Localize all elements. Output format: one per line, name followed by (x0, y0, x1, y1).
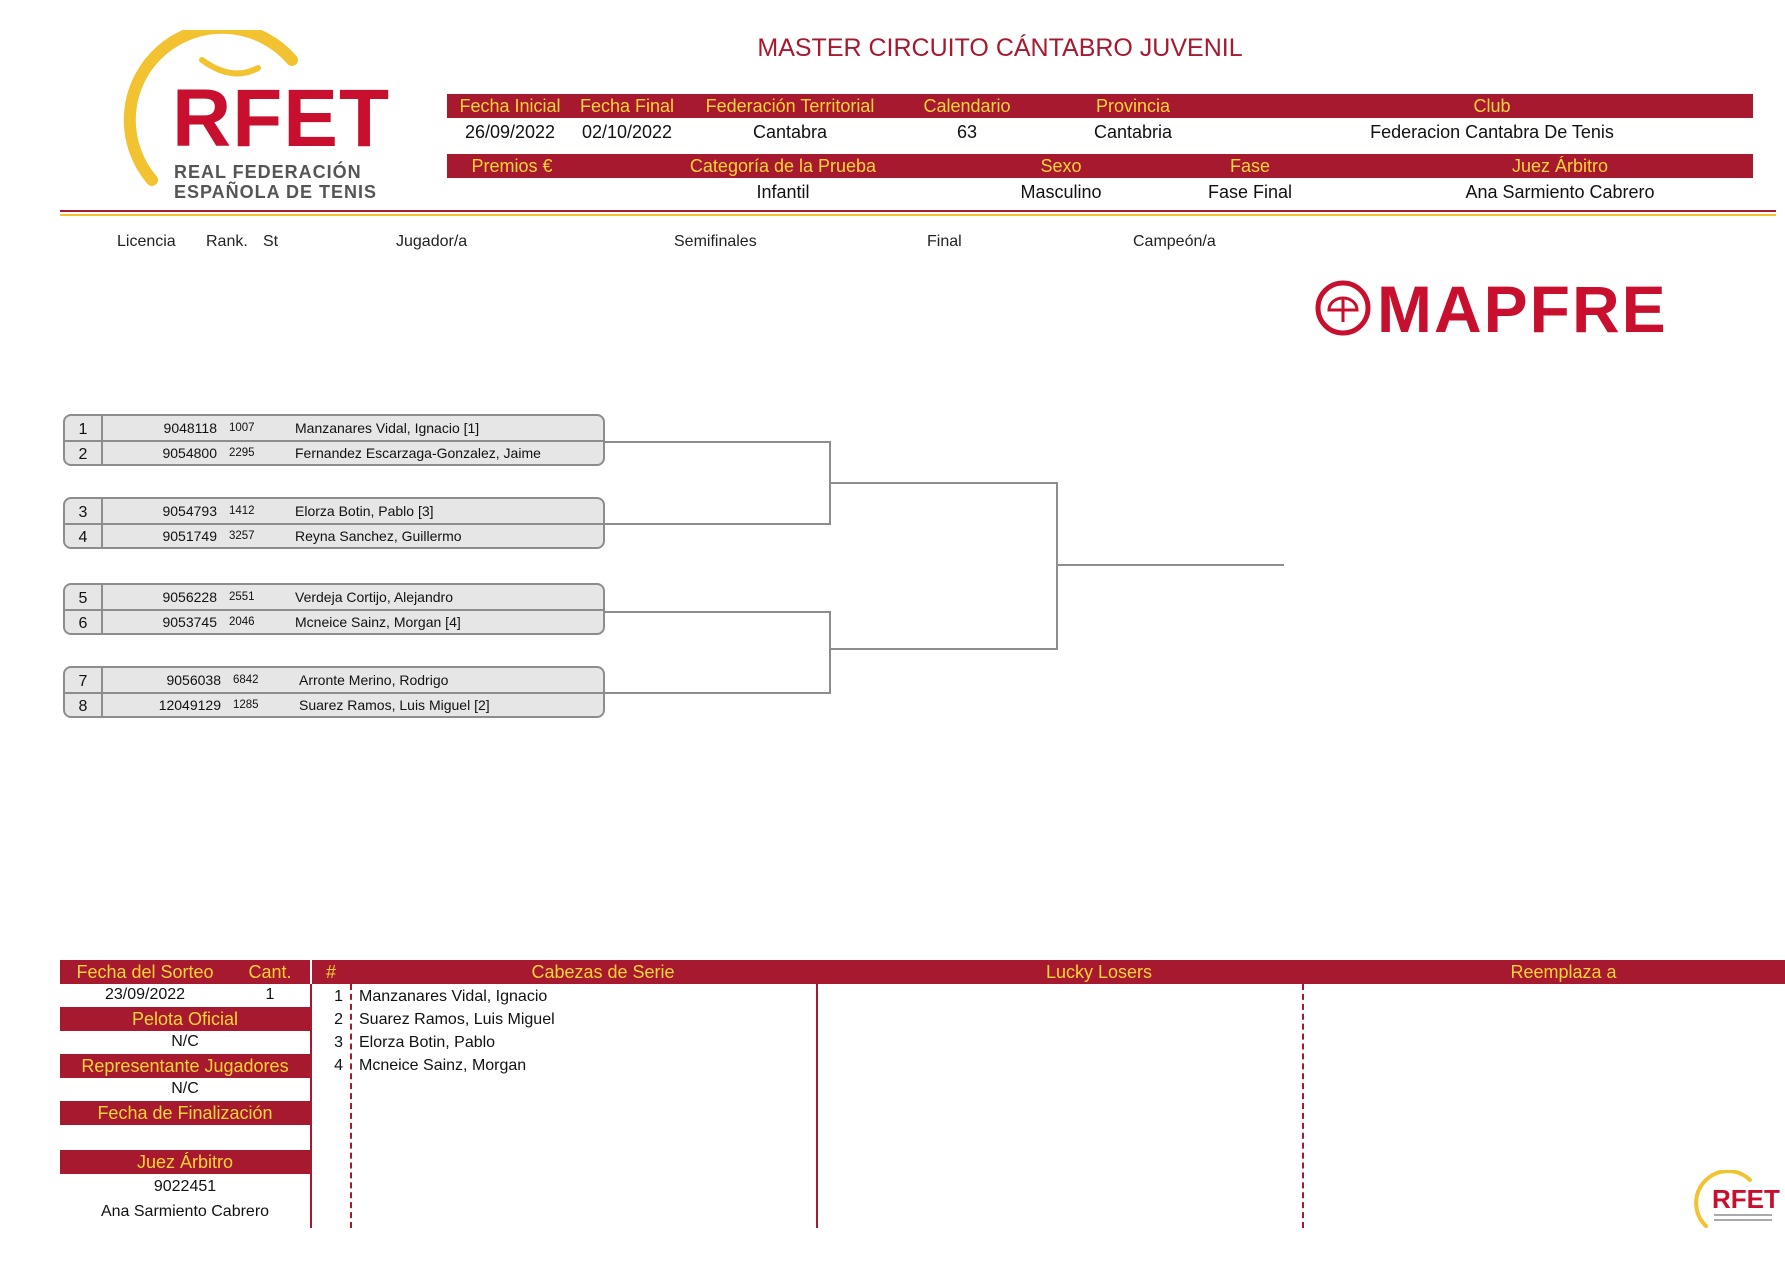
draw-position: 1 (78, 421, 88, 438)
draw-slot[interactable] (65, 416, 603, 440)
value-fecha-final: 02/10/2022 (581, 121, 673, 142)
value-juez-name: Ana Sarmiento Cabrero (100, 1203, 270, 1220)
bracket-line (605, 441, 831, 443)
draw-position: 2 (78, 446, 88, 463)
bracket-line (605, 611, 831, 613)
logo-wordmark: RFET (172, 73, 391, 164)
label-premios: Premios € (471, 155, 553, 176)
lucky-reemplaza-divider (1302, 984, 1304, 1228)
label-provincia: Provincia (1095, 95, 1171, 116)
final-slot-line[interactable] (1058, 564, 1284, 566)
player-license: 9054793 (162, 503, 217, 519)
draw-slot[interactable] (65, 524, 603, 548)
value-cant: 1 (265, 986, 275, 1003)
bracket-line (1056, 482, 1058, 650)
seed-name: Manzanares Vidal, Ignacio (359, 988, 548, 1005)
draw-position: 7 (78, 673, 88, 690)
seed-number: 2 (334, 1011, 343, 1028)
label-representante: Representante Jugadores (60, 1054, 310, 1078)
player-rank: 6842 (233, 674, 259, 686)
draw-slot[interactable] (65, 585, 603, 609)
bottom-left-divider (310, 984, 312, 1228)
draw-pair-1 (63, 414, 605, 466)
player-rank: 1285 (233, 699, 259, 711)
player-name: Fernandez Escarzaga-Gonzalez, Jaime (295, 445, 541, 461)
player-name: Reyna Sanchez, Guillermo (295, 528, 462, 544)
bottom-right-header (312, 960, 1785, 984)
seed-list-item (323, 1057, 526, 1075)
draw-position: 6 (78, 615, 88, 632)
logo-subtitle-1: REAL FEDERACIÓN (174, 162, 362, 182)
player-license: 9048118 (163, 420, 217, 436)
logo-subtitle-small-2 (1714, 1219, 1772, 1221)
value-calendario: 63 (956, 121, 978, 142)
player-rank: 2046 (229, 616, 255, 628)
draw-slot[interactable] (65, 610, 603, 634)
mapfre-wordmark: MAPFRE (1377, 272, 1668, 346)
value-federacion: Cantabra (752, 121, 828, 142)
player-rank: 1007 (229, 422, 255, 434)
label-fecha-inicial: Fecha Inicial (459, 95, 561, 116)
logo-wordmark-small: RFET (1712, 1184, 1780, 1214)
draw-slot[interactable] (65, 499, 603, 523)
draw-position: 8 (78, 698, 88, 715)
label-hash: # (325, 961, 336, 982)
label-fase: Fase (1229, 155, 1271, 176)
seed-list-item (323, 988, 547, 1006)
label-fecha-finalizacion: Fecha de Finalización (60, 1101, 310, 1125)
col-final: Final (927, 233, 962, 250)
player-name: Verdeja Cortijo, Alejandro (295, 589, 453, 605)
rfet-logo (92, 30, 392, 210)
label-fecha-final: Fecha Final (579, 95, 675, 116)
seed-name: Elorza Botin, Pablo (359, 1034, 496, 1051)
bracket-line (605, 692, 831, 694)
player-rank: 2551 (229, 591, 255, 603)
draw-position: 3 (78, 504, 88, 521)
draw-pair-2 (63, 497, 605, 549)
semifinal-slot-line[interactable] (831, 482, 1058, 484)
player-rank: 3257 (229, 530, 255, 542)
header-row-1-labels (447, 94, 1753, 118)
label-federacion-territorial: Federación Territorial (705, 95, 875, 116)
value-pelota-oficial: N/C (171, 1033, 199, 1050)
player-name: Manzanares Vidal, Ignacio [1] (295, 420, 480, 436)
cabezas-lucky-divider (816, 984, 818, 1228)
mapfre-emblem-icon (1315, 280, 1371, 336)
value-fecha-inicial: 26/09/2022 (464, 121, 556, 142)
value-fase: Fase Final (1207, 181, 1293, 202)
value-categoria: Infantil (756, 181, 810, 202)
value-juez-id: 9022451 (153, 1178, 217, 1195)
value-provincia: Cantabria (1093, 121, 1173, 142)
label-fecha-sorteo: Fecha del Sorteo (76, 961, 214, 982)
label-cant: Cant. (248, 961, 292, 982)
label-categoria: Categoría de la Prueba (689, 155, 877, 176)
semifinal-slot-line[interactable] (831, 648, 1058, 650)
label-club: Club (1473, 95, 1511, 116)
value-premios (447, 180, 577, 204)
player-rank: 2295 (229, 447, 255, 459)
page-title: MASTER CIRCUITO CÁNTABRO JUVENIL (757, 34, 1243, 62)
col-campeon: Campeón/a (1133, 233, 1216, 250)
draw-slot[interactable] (65, 441, 603, 465)
bracket-line (829, 611, 831, 694)
label-lucky-losers: Lucky Losers (1045, 961, 1153, 982)
seed-list-item (323, 1011, 555, 1029)
seed-number-divider (350, 984, 352, 1228)
value-sexo: Masculino (1020, 181, 1102, 202)
player-license: 12049129 (158, 697, 221, 713)
player-name: Mcneice Sainz, Morgan [4] (295, 614, 461, 630)
draw-position: 5 (78, 590, 88, 607)
player-rank: 1412 (229, 505, 255, 517)
value-fecha-sorteo: 23/09/2022 (104, 986, 186, 1003)
seed-name: Mcneice Sainz, Morgan (359, 1057, 527, 1074)
header-divider-gold (60, 214, 1776, 216)
seed-list-item (323, 1034, 495, 1052)
col-st: St (263, 233, 279, 250)
player-license: 9053745 (162, 614, 217, 630)
label-calendario: Calendario (923, 95, 1011, 116)
col-rank: Rank. (206, 233, 248, 250)
seed-number: 1 (334, 988, 343, 1005)
draw-pair-4 (63, 666, 605, 718)
player-name: Suarez Ramos, Luis Miguel [2] (299, 697, 490, 713)
value-club: Federacion Cantabra De Tenis (1370, 121, 1614, 142)
draw-slot[interactable] (65, 668, 603, 692)
value-representante: N/C (171, 1080, 199, 1097)
logo-subtitle-small (1714, 1214, 1772, 1216)
label-sexo: Sexo (1040, 155, 1082, 176)
player-license: 9056038 (166, 672, 221, 688)
draw-slot[interactable] (65, 693, 603, 717)
logo-subtitle-2: ESPAÑOLA DE TENIS (174, 182, 378, 202)
bottom-left-header (60, 960, 310, 984)
bracket-line (605, 523, 831, 525)
label-cabezas-serie: Cabezas de Serie (531, 961, 675, 982)
label-juez-arbitro: Juez Árbitro (1511, 155, 1609, 176)
rfet-logo-small (1688, 1170, 1778, 1232)
seed-number: 3 (334, 1034, 343, 1051)
seed-number: 4 (334, 1057, 343, 1074)
label-juez-arbitro-bottom: Juez Árbitro (60, 1150, 310, 1174)
col-semifinales: Semifinales (674, 233, 757, 250)
draw-pair-3 (63, 583, 605, 635)
header-row-2-labels (447, 154, 1753, 178)
draw-position: 4 (78, 529, 88, 546)
player-name: Elorza Botin, Pablo [3] (295, 503, 434, 519)
player-name: Arronte Merino, Rodrigo (299, 672, 449, 688)
player-license: 9054800 (162, 445, 217, 461)
header-divider (60, 210, 1776, 212)
player-license: 9051749 (162, 528, 217, 544)
col-jugador: Jugador/a (396, 233, 468, 250)
player-license: 9056228 (162, 589, 217, 605)
label-pelota-oficial: Pelota Oficial (60, 1007, 310, 1031)
col-licencia: Licencia (117, 233, 176, 250)
mapfre-logo (1313, 274, 1753, 344)
value-juez-arbitro: Ana Sarmiento Cabrero (1465, 181, 1655, 202)
seed-name: Suarez Ramos, Luis Miguel (359, 1011, 555, 1028)
label-reemplaza: Reemplaza a (1510, 961, 1617, 982)
